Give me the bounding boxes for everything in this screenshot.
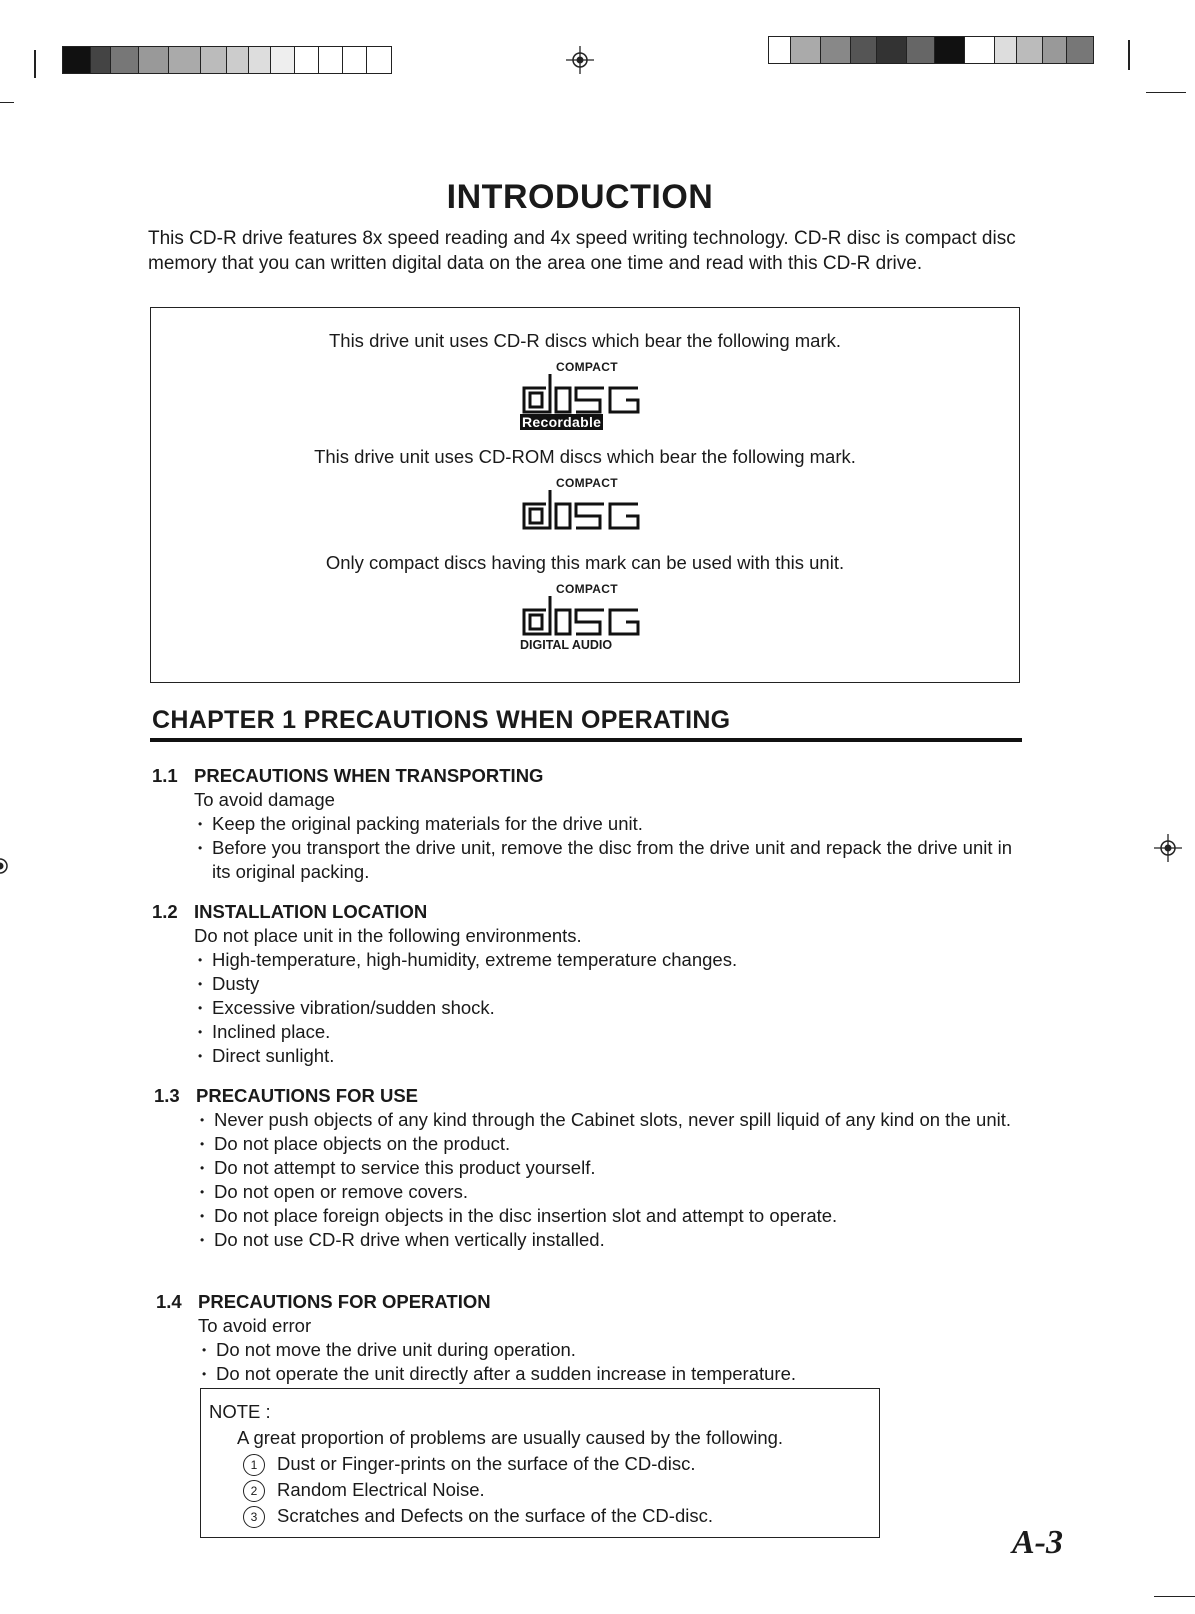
section-lead: To avoid error — [198, 1315, 312, 1336]
circled-number: 2 — [243, 1480, 265, 1502]
section-installation — [152, 900, 1024, 1068]
section-number: 1.3 — [154, 1085, 180, 1106]
page-number: A-3 — [1012, 1524, 1063, 1561]
registration-bar-right — [768, 36, 1094, 64]
bullet-item: • Dusty — [194, 972, 1024, 996]
registration-crosshair-icon — [566, 46, 594, 74]
circled-number: 1 — [243, 1454, 265, 1476]
section-heading: PRECAUTIONS FOR USE — [196, 1085, 419, 1106]
section-operation — [156, 1290, 1028, 1386]
bullet-item: • High-temperature, high-humidity, extreme temperature changes. — [194, 948, 1024, 972]
bullet-item: • Direct sunlight. — [194, 1044, 1024, 1068]
section-heading: INSTALLATION LOCATION — [194, 901, 428, 922]
registration-crosshair-icon — [1154, 834, 1182, 862]
logo-compact-text: COMPACT — [556, 360, 618, 374]
bullet-item: • Before you transport the drive unit, remove the disc from the drive unit and repack the drive unit in its original packing. — [194, 836, 1024, 884]
bullet-item: • Do not open or remove covers. — [196, 1180, 1026, 1204]
compact-disc-recordable-logo — [520, 360, 650, 434]
bullet-item: • Do not attempt to service this product yourself. — [196, 1156, 1026, 1180]
crop-mark — [34, 50, 36, 78]
disc-marks-box — [150, 307, 1020, 683]
section-number: 1.1 — [152, 765, 178, 786]
section-number: 1.2 — [152, 901, 178, 922]
bullet-item: • Excessive vibration/sudden shock. — [194, 996, 1024, 1020]
chapter-rule — [150, 738, 1022, 742]
bullet-item: • Never push objects of any kind through the Cabinet slots, never spill liquid of any kind on the unit. — [196, 1108, 1026, 1132]
logo-compact-text: COMPACT — [556, 582, 618, 596]
section-transporting — [152, 764, 1024, 884]
note-box — [200, 1388, 880, 1538]
crop-mark — [1146, 92, 1186, 93]
note-item: 1 Dust or Finger-prints on the surface of the CD-disc. — [209, 1451, 871, 1477]
audio-mark-text: Only compact discs having this mark can be used with this unit. — [325, 552, 845, 573]
compact-disc-logo — [520, 476, 650, 532]
section-heading: PRECAUTIONS FOR OPERATION — [198, 1291, 491, 1312]
logo-recordable-text: Recordable — [522, 414, 602, 430]
bullet-item: • Do not operate the unit directly after a sudden increase in temperature. — [198, 1362, 1028, 1386]
crop-mark — [1128, 40, 1130, 70]
disc-wordmark-icon — [520, 596, 642, 636]
section-lead: To avoid damage — [194, 789, 335, 810]
bullet-item: • Do not place objects on the product. — [196, 1132, 1026, 1156]
crop-mark — [1154, 1596, 1195, 1597]
logo-digital-audio-text: DIGITAL AUDIO — [520, 638, 613, 652]
circled-number: 3 — [243, 1506, 265, 1528]
intro-paragraph: This CD-R drive features 8x speed reading and 4x speed writing technology. CD-R disc is compact disc memory that you can written digital data on the area one time and read with this CD-R drive. — [148, 228, 1016, 274]
note-label: NOTE : — [209, 1401, 271, 1422]
cdrom-mark-text: This drive unit uses CD-ROM discs which bear the following mark. — [314, 446, 856, 467]
cdr-mark-text: This drive unit uses CD-R discs which bear the following mark. — [328, 330, 842, 351]
bullet-item: • Inclined place. — [194, 1020, 1024, 1044]
note-intro: A great proportion of problems are usually caused by the following. — [237, 1427, 784, 1448]
section-use — [154, 1084, 1026, 1252]
page-title: INTRODUCTION — [446, 178, 714, 216]
bullet-item: • Do not use CD-R drive when vertically installed. — [196, 1228, 1026, 1252]
bullet-item: • Keep the original packing materials for the drive unit. — [194, 812, 1024, 836]
section-lead: Do not place unit in the following environments. — [194, 925, 582, 946]
chapter-heading: CHAPTER 1 PRECAUTIONS WHEN OPERATING — [152, 706, 731, 734]
crop-mark — [0, 102, 14, 103]
registration-bar-left — [62, 46, 392, 74]
disc-wordmark-icon — [520, 490, 642, 530]
bullet-item: • Do not place foreign objects in the disc insertion slot and attempt to operate. — [196, 1204, 1026, 1228]
disc-wordmark-icon — [520, 374, 642, 414]
note-item: 3 Scratches and Defects on the surface of the CD-disc. — [209, 1503, 871, 1529]
registration-half-crosshair-icon — [0, 852, 14, 880]
logo-compact-text: COMPACT — [556, 476, 618, 490]
bullet-item: • Do not move the drive unit during operation. — [198, 1338, 1028, 1362]
note-item: 2 Random Electrical Noise. — [209, 1477, 871, 1503]
section-heading: PRECAUTIONS WHEN TRANSPORTING — [194, 765, 544, 786]
section-number: 1.4 — [156, 1291, 182, 1312]
compact-disc-digital-audio-logo — [520, 582, 650, 660]
